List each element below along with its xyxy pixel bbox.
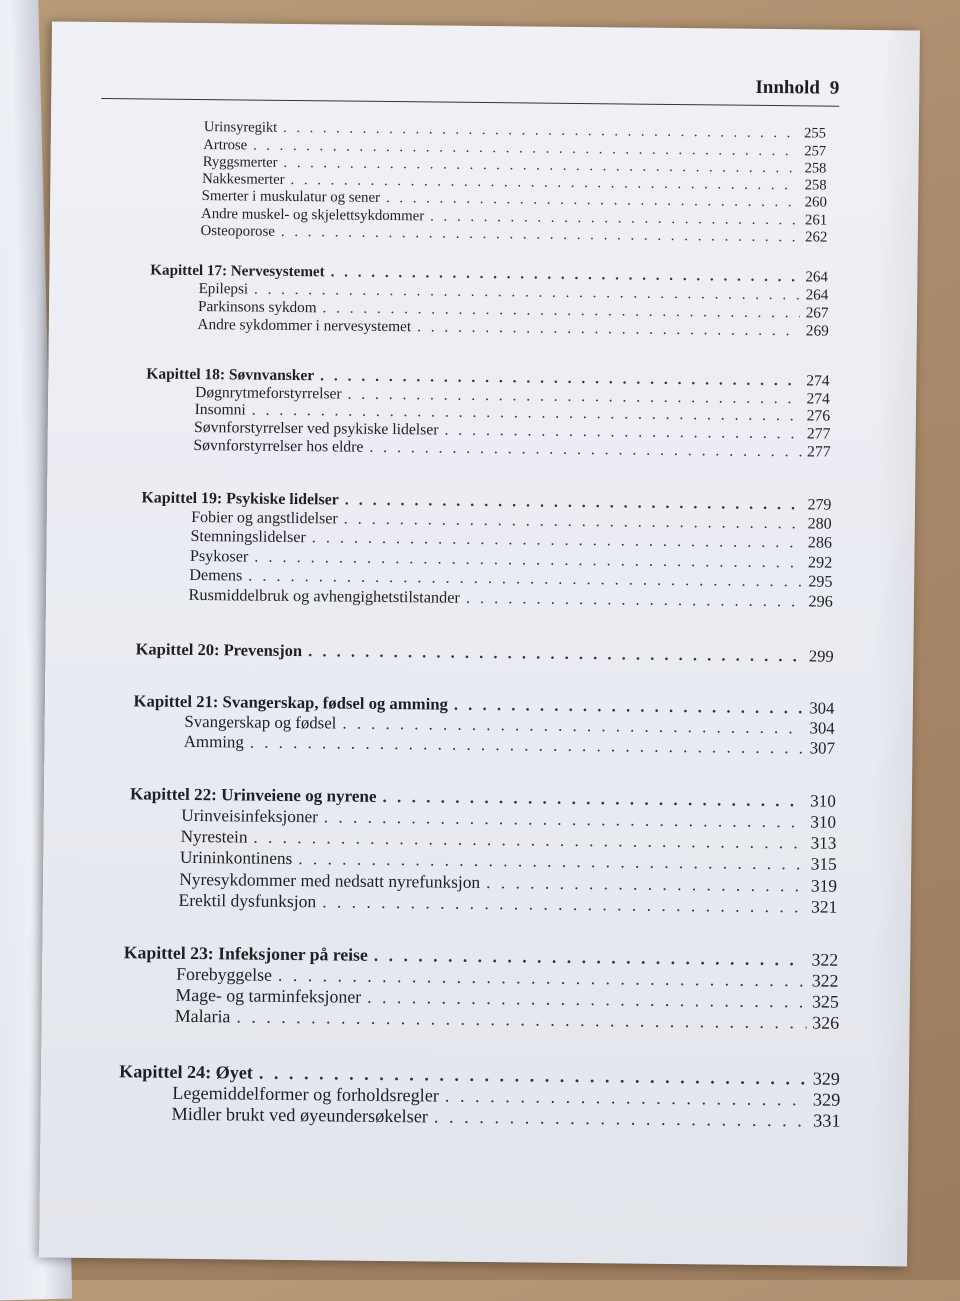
toc-entry-page: 262	[805, 229, 828, 246]
toc-entry-page: 255	[804, 125, 826, 142]
toc-entry-page: 295	[808, 572, 833, 591]
toc-entry-page: 257	[804, 143, 827, 160]
toc-entry-page: 321	[810, 896, 838, 917]
toc-entry-label: Forebyggelse	[176, 963, 273, 985]
toc-entry-label: Demens	[189, 565, 243, 585]
toc-entry-page: 277	[807, 443, 831, 461]
toc-entry-label: Ryggsmerter	[202, 154, 278, 171]
toc-entry-page: 331	[813, 1110, 841, 1131]
toc-entry-page: 296	[808, 591, 833, 611]
dot-leader	[369, 439, 801, 462]
toc-entry-label: Døgnrytmeforstyrrelser	[195, 383, 342, 403]
table-of-contents	[39, 21, 920, 1266]
toc-entry-page: 276	[806, 407, 831, 425]
toc-entry-page: 304	[809, 718, 835, 738]
toc-entry-label: Kapittel 21: Svangerskap, fødsel og amming	[133, 691, 448, 714]
toc-entry-label: Søvnforstyrrelser ved psykiske lidelser	[193, 418, 439, 439]
toc-entry-label: Kapittel 23: Infeksjoner på reise	[123, 942, 368, 965]
toc-entry-page: 310	[810, 812, 837, 832]
dot-leader	[466, 588, 803, 612]
toc-entry-page: 329	[812, 1089, 841, 1110]
toc-entry-page: 326	[812, 1012, 840, 1033]
toc-entry-page: 329	[812, 1068, 841, 1089]
toc-entry-page: 299	[808, 646, 834, 666]
toc-entry-label: Urinsyregikt	[203, 119, 278, 136]
dot-leader	[434, 1107, 807, 1132]
dot-leader	[322, 891, 805, 917]
toc-entry-page: 267	[805, 304, 829, 322]
toc-entry-page: 292	[807, 553, 833, 572]
toc-entry-page: 307	[809, 738, 836, 758]
toc-entry-label: Kapittel 20: Prevensjon	[135, 639, 303, 661]
toc-entry-page: 325	[811, 991, 839, 1012]
toc-entry-label: Nyresykdommer med nedsatt nyrefunksjon	[179, 868, 481, 892]
toc-entry-page: 313	[810, 833, 837, 853]
toc-entry-label: Urinveisinfeksjoner	[181, 805, 318, 827]
toc-entry-page: 274	[806, 390, 830, 408]
toc-entry-label: Insomni	[194, 400, 246, 419]
toc-entry-label: Andre sykdommer i nervesystemet	[197, 315, 412, 336]
toc-entry-label: Legemiddelformer og forholdsregler	[172, 1082, 440, 1106]
toc-entry-page: 279	[807, 496, 832, 514]
toc-entry-page: 319	[810, 875, 838, 896]
toc-entry-page: 322	[811, 970, 839, 991]
toc-entry-label: Fobier og angstlidelser	[191, 508, 338, 528]
toc-entry-page: 264	[805, 287, 829, 304]
toc-entry-page: 310	[810, 791, 836, 811]
toc-entry-label: Stemningslidelser	[190, 527, 306, 547]
toc-entry-page: 260	[804, 194, 827, 211]
toc-entry-label: Nyrestein	[180, 826, 248, 847]
toc-entry-label: Artrose	[203, 137, 248, 154]
toc-entry-label: Erektil dysfunksjon	[178, 889, 317, 912]
toc-entry-page: 269	[805, 322, 829, 340]
dot-leader	[308, 641, 803, 666]
toc-entry-label: Kapittel 22: Urinveiene og nyrene	[129, 784, 377, 806]
toc-entry-label: Amming	[183, 731, 244, 752]
toc-entry-label: Kapittel 17: Nervesystemet	[150, 262, 325, 281]
toc-entry-label: Smerter i muskulatur og sener	[201, 188, 381, 206]
toc-entry-label: Parkinsons sykdom	[197, 298, 317, 317]
toc-entry-label: Rusmiddelbruk og avhengighetstilstander	[188, 584, 461, 607]
toc-entry-page: 258	[804, 177, 827, 194]
toc-entry-label: Mage- og tarminfeksjoner	[175, 984, 362, 1007]
toc-chapter-row	[136, 639, 834, 666]
toc-entry-page: 322	[811, 949, 839, 970]
toc-entry-label: Psykoser	[189, 546, 249, 566]
dot-leader	[417, 318, 800, 340]
toc-entry-label: Osteoporose	[200, 223, 276, 240]
toc-entry-page: 274	[806, 372, 830, 390]
toc-entry-page: 280	[807, 515, 832, 533]
running-head-title: Innhold	[755, 76, 820, 99]
toc-entry-label: Kapittel 24: Øyet	[119, 1061, 253, 1083]
toc-entry-label: Epilepsi	[198, 281, 249, 298]
toc-entry-page: 258	[804, 160, 827, 177]
toc-entry-label: Søvnforstyrrelser hos eldre	[193, 436, 364, 456]
toc-entry-page: 261	[804, 212, 828, 229]
toc-entry-page: 264	[805, 269, 829, 286]
toc-entry-label: Kapittel 18: Søvnvansker	[146, 365, 315, 385]
toc-entry-label: Midler brukt ved øyeundersøkelser	[171, 1103, 429, 1127]
toc-entry-page: 277	[806, 425, 831, 443]
toc-entry-label: Andre muskel- og skjelettsykdommer	[200, 206, 425, 225]
toc-entry-label: Kapittel 19: Psykiske lidelser	[141, 489, 339, 509]
toc-entry-label: Svangerskap og fødsel	[184, 711, 337, 733]
toc-entry-page: 315	[810, 854, 837, 874]
toc-entry-label: Malaria	[174, 1005, 231, 1027]
running-head-page-number: 9	[829, 77, 840, 99]
toc-entry-label: Nakkesmerter	[202, 171, 285, 188]
book-page	[39, 21, 920, 1266]
toc-entry-label: Urininkontinens	[179, 847, 293, 869]
toc-entry-page: 286	[807, 534, 833, 552]
toc-entry-page: 304	[809, 698, 835, 718]
